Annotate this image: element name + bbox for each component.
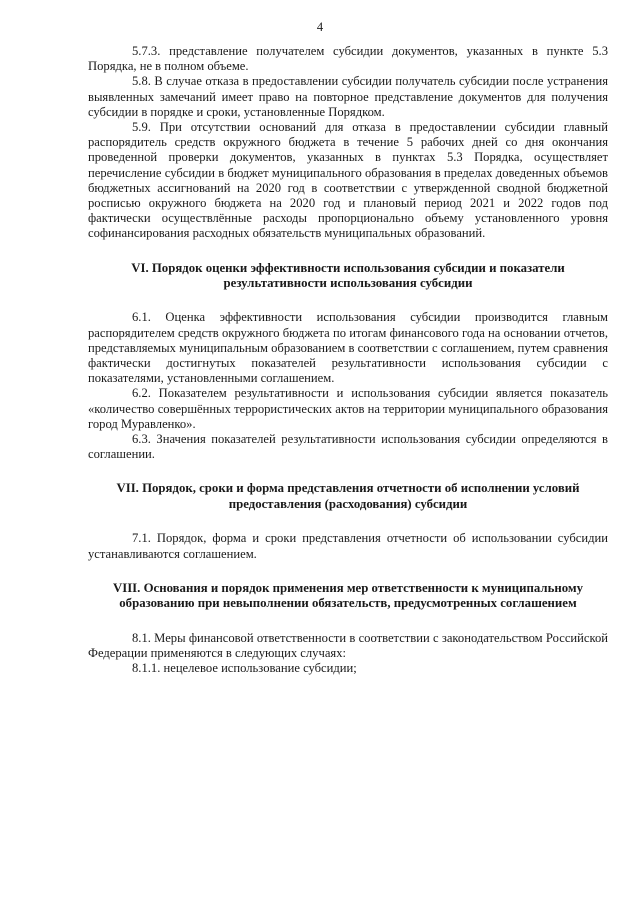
paragraph-8-1: 8.1. Меры финансовой ответственности в соответствии с законодательством Российской Федерации применяются в следующих случаях: bbox=[88, 630, 608, 660]
section-heading-vi: VI. Порядок оценки эффективности использования субсидии и показатели результативности использования субсидии bbox=[131, 260, 565, 291]
paragraph-6-3: 6.3. Значения показателей результативности использования субсидии определяются в соглашении. bbox=[88, 432, 608, 462]
section-heading-viii: VIII. Основания и порядок применения мер ответственности к муниципальному образованию при невыполнении обязательств, предусмотренных соглашением bbox=[112, 580, 583, 611]
paragraph-6-1: 6.1. Оценка эффективности использования субсидии производится главным распорядителем средств окружного бюджета по итогам финансового года на основании отчетов, представляемых муниципальным образованием в соответствии с соглашением, путем сравнения фактически достигнутых показателей результативности использования субсидии с показателями, установленными соглашением. bbox=[88, 310, 608, 386]
page-number: 4 bbox=[316, 20, 324, 34]
paragraph-7-1: 7.1. Порядок, форма и сроки представления отчетности об использовании субсидии устанавливаются соглашением. bbox=[88, 531, 608, 561]
section-heading-vii: VII. Порядок, сроки и форма представления отчетности об исполнении условий предоставления (расходования) субсидии bbox=[116, 481, 580, 511]
paragraph-8-1-1: 8.1.1. нецелевое использование субсидии; bbox=[132, 660, 357, 675]
paragraph-5-7-3: 5.7.3. представление получателем субсидии документов, указанных в пункте 5.3 Порядка, не в полном объеме. bbox=[88, 44, 608, 74]
document-body bbox=[88, 44, 608, 676]
paragraph-6-2: 6.2. Показателем результативности и использования субсидии является показатель «количество совершённых террористических актов на территории муниципального образования город Муравленко». bbox=[88, 386, 608, 431]
paragraph-5-8: 5.8. В случае отказа в предоставлении субсидии получатель субсидии после устранения выявленных замечаний имеет право на повторное представление документов для получения субсидии в порядке и сроки, установленные Порядком. bbox=[88, 74, 608, 119]
paragraph-5-9: 5.9. При отсутствии оснований для отказа в предоставлении субсидии главный распорядитель средств окружного бюджета в течение 5 рабочих дней со дня окончания проведенной проверки документов, указанных в пунктах 5.3 Порядка, осуществляет перечисление субсидии в бюджет муниципального образования в пределах доведенных объемов бюджетных ассигнований на 2020 год в соответствии с утвержденной сводной бюджетной росписью окружного бюджета на 2020 год и плановый период 2021 и 2022 годов под фактически осуществлённые расходы пропорционально объему установленного уровня софинансирования расходных обязательств муниципальных образований. bbox=[88, 120, 608, 241]
